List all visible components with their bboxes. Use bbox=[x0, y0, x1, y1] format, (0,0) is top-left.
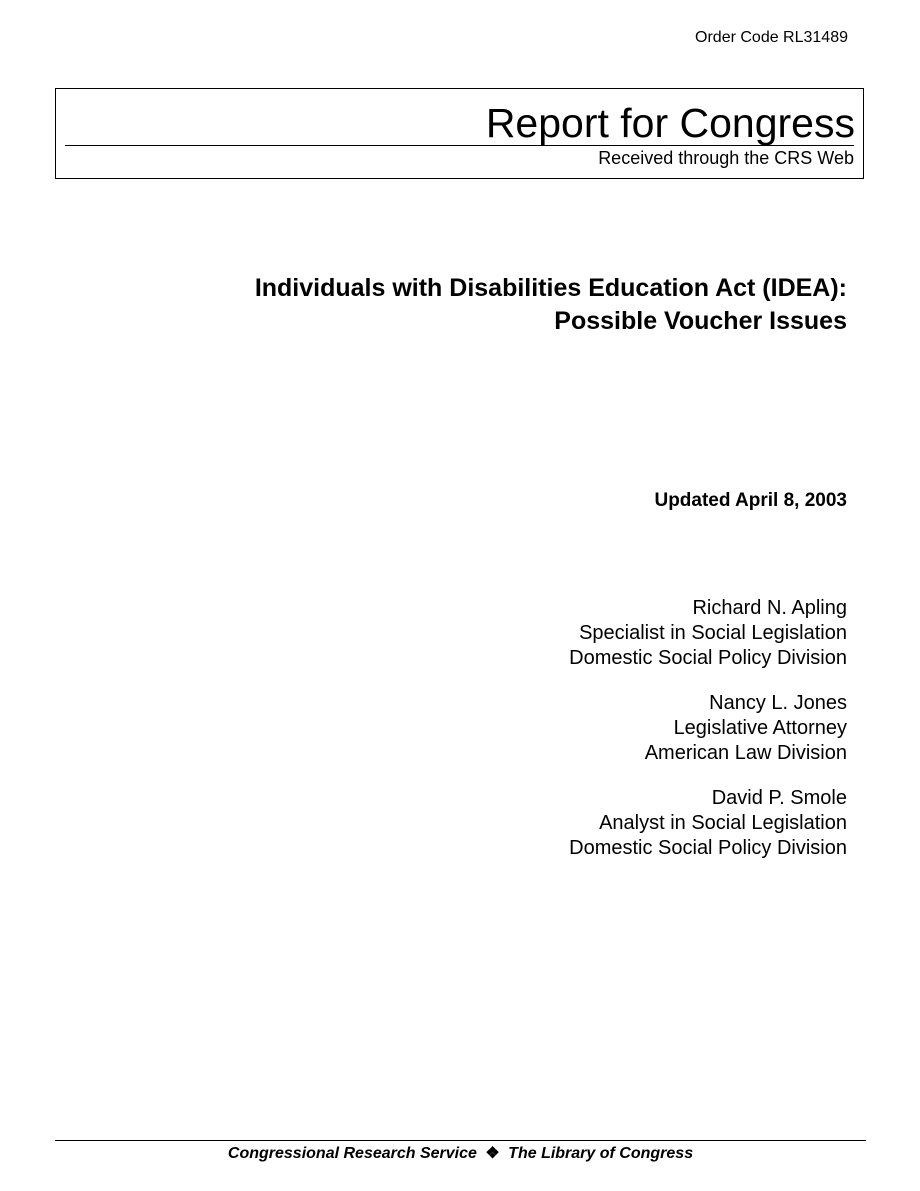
report-header-box bbox=[55, 88, 864, 179]
updated-date: Updated April 8, 2003 bbox=[654, 490, 847, 511]
footer bbox=[55, 1143, 866, 1165]
footer-publisher: Congressional Research Service bbox=[227, 1145, 477, 1162]
author-division: Domestic Social Policy Division bbox=[569, 837, 847, 859]
header-divider bbox=[65, 145, 854, 146]
document-title bbox=[87, 272, 847, 338]
author-name: Nancy L. Jones bbox=[709, 692, 847, 714]
author-block bbox=[569, 691, 847, 766]
author-block bbox=[569, 596, 847, 671]
order-code: Order Code RL31489 bbox=[695, 29, 848, 46]
author-division: American Law Division bbox=[644, 742, 847, 764]
document-title-line-1: Individuals with Disabilities Education Act (IDEA): bbox=[254, 274, 847, 302]
diamond-separator-icon: ❖ bbox=[485, 1145, 500, 1162]
report-header-subtitle: Received through the CRS Web bbox=[598, 148, 854, 168]
author-list bbox=[569, 596, 847, 881]
author-name: David P. Smole bbox=[711, 787, 847, 809]
author-position: Legislative Attorney bbox=[673, 717, 847, 739]
author-position: Analyst in Social Legislation bbox=[599, 812, 847, 834]
author-name: Richard N. Apling bbox=[692, 597, 847, 619]
footer-library: The Library of Congress bbox=[508, 1145, 694, 1162]
document-title-line-2: Possible Voucher Issues bbox=[554, 307, 847, 335]
author-block bbox=[569, 786, 847, 861]
footer-divider bbox=[55, 1140, 866, 1141]
author-position: Specialist in Social Legislation bbox=[579, 622, 847, 644]
author-division: Domestic Social Policy Division bbox=[569, 647, 847, 669]
report-header-title: Report for Congress bbox=[485, 100, 855, 146]
